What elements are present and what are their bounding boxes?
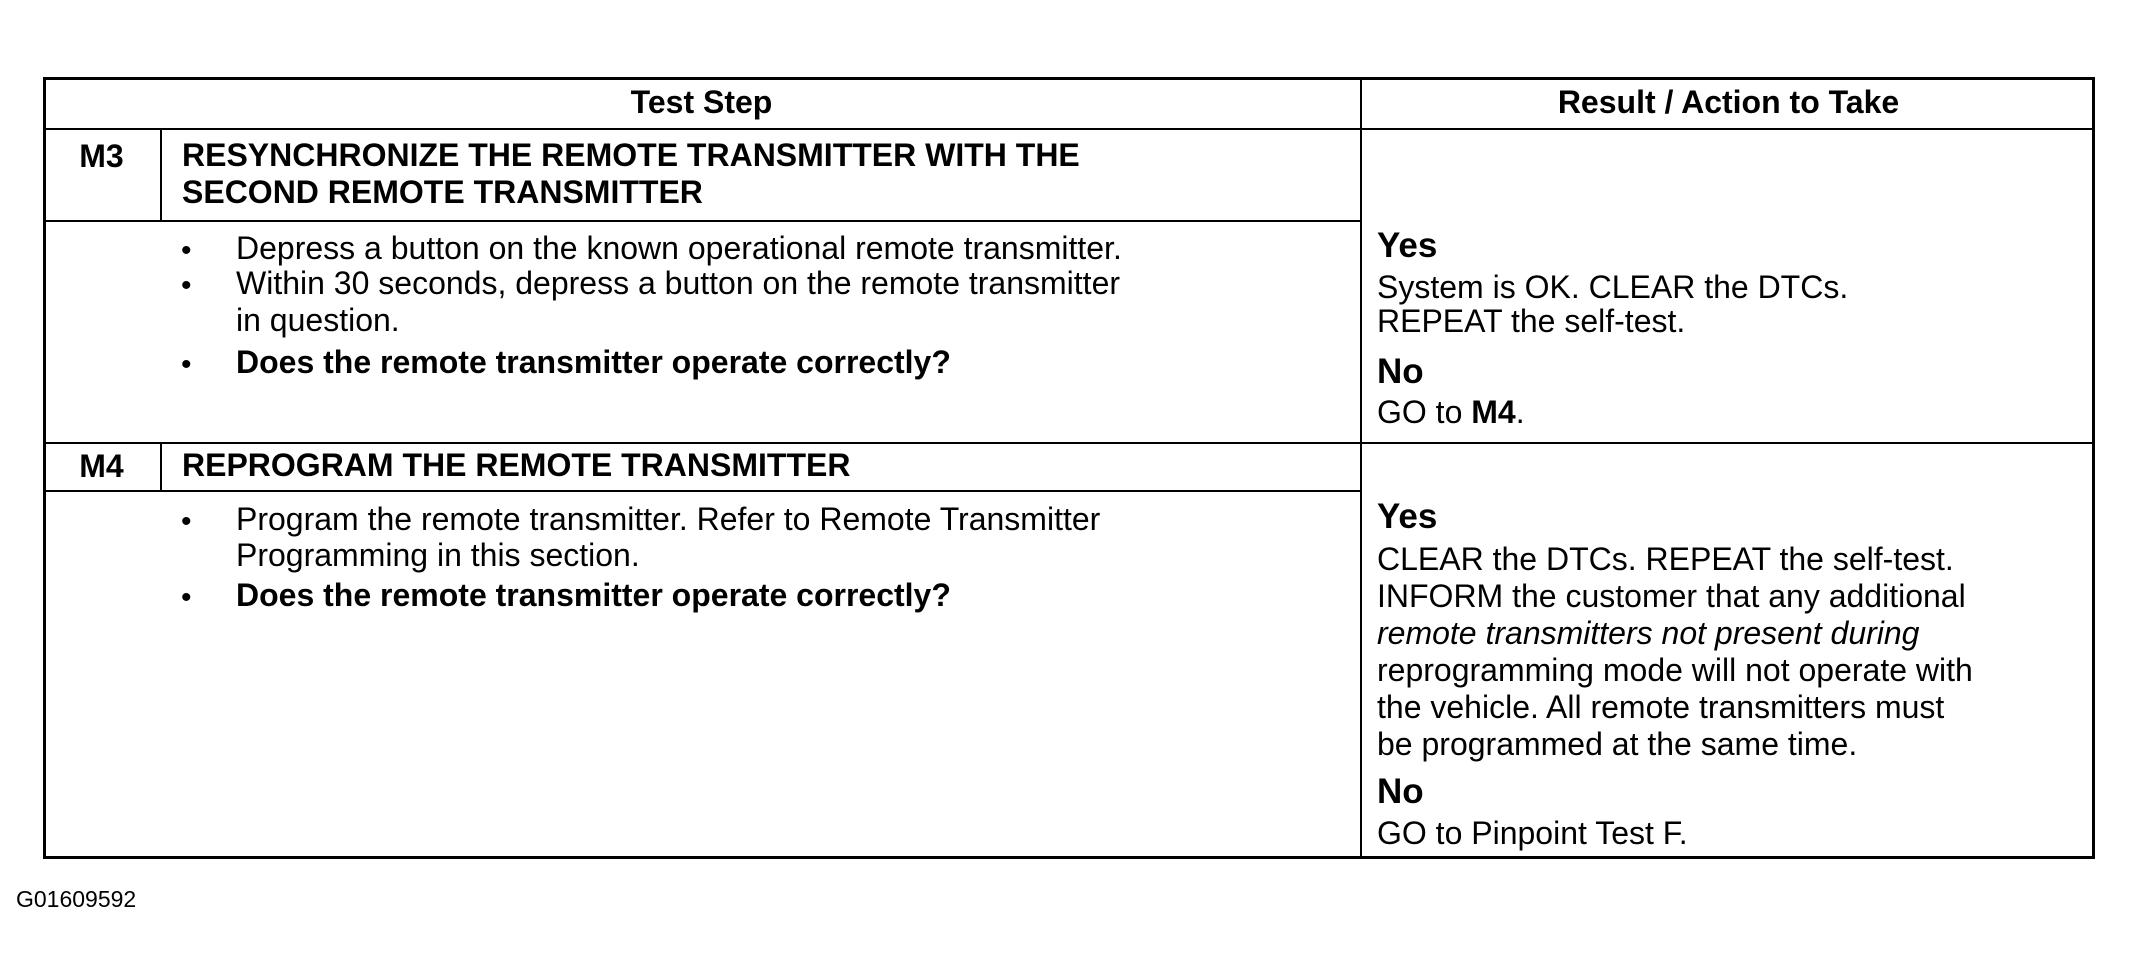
bullet-dot: •	[181, 269, 192, 302]
step-title-m4: REPROGRAM THE REMOTE TRANSMITTER	[182, 447, 851, 483]
step-title-m3-line2: SECOND REMOTE TRANSMITTER	[182, 174, 703, 210]
bullet-dot: •	[181, 581, 192, 614]
bullet-dot: •	[181, 505, 192, 538]
header-divider	[43, 128, 2095, 130]
m3-id-divider	[160, 128, 162, 220]
bullet-dot: •	[181, 234, 192, 267]
step-id-m3: M3	[79, 138, 124, 174]
m4-yes-line1: CLEAR the DTCs. REPEAT the self-test.	[1377, 541, 1954, 577]
m3-bullet-1-line1: Depress a button on the known operational remote transmitter.	[236, 230, 1122, 266]
m3-yes-line2: REPEAT the self-test.	[1377, 303, 1686, 339]
m4-id-divider	[160, 442, 162, 490]
m4-yes-line4: reprogramming mode will not operate with	[1377, 652, 1973, 688]
column-divider	[1360, 77, 1362, 859]
header-result-action: Result / Action to Take	[1557, 84, 1900, 120]
m3-title-divider	[43, 220, 1361, 222]
m3-yes-line1: System is OK. CLEAR the DTCs.	[1377, 269, 1849, 305]
step-title-m3-line1: RESYNCHRONIZE THE REMOTE TRANSMITTER WITH THE	[182, 137, 1080, 173]
m4-no-label: No	[1377, 772, 1424, 811]
m4-bullet-2-question: Does the remote transmitter operate correctly?	[236, 577, 951, 613]
m4-yes-line6: be programmed at the same time.	[1377, 726, 1858, 762]
m3-m4-divider	[43, 442, 2095, 444]
m3-no-suffix: .	[1515, 394, 1525, 430]
m4-yes-line2: INFORM the customer that any additional	[1377, 578, 1966, 614]
graphic-id: G01609592	[16, 886, 137, 912]
m4-yes-label: Yes	[1377, 497, 1438, 536]
m3-no-ref: M4	[1471, 394, 1516, 430]
m3-bullet-2-line1: Within 30 seconds, depress a button on the remote transmitter	[236, 265, 1121, 301]
m3-no-text	[1377, 395, 1525, 429]
header-test-step: Test Step	[630, 84, 773, 120]
m4-bullet-1-line2: Programming in this section.	[236, 537, 640, 573]
m4-yes-line3: remote transmitters not present during	[1377, 615, 1920, 651]
m4-title-divider	[43, 490, 1361, 492]
m4-bullet-1-line1: Program the remote transmitter. Refer to Remote Transmitter	[236, 501, 1101, 537]
m3-no-label: No	[1377, 352, 1424, 391]
m4-no-text: GO to Pinpoint Test F.	[1377, 815, 1688, 851]
m3-yes-label: Yes	[1377, 226, 1438, 265]
bullet-dot: •	[181, 348, 192, 381]
m3-bullet-2-line2: in question.	[236, 302, 400, 338]
m4-yes-line5: the vehicle. All remote transmitters must	[1377, 689, 1945, 725]
m3-no-prefix: GO to	[1377, 394, 1472, 430]
m3-bullet-3-question: Does the remote transmitter operate correctly?	[236, 344, 951, 380]
step-id-m4: M4	[79, 448, 124, 484]
